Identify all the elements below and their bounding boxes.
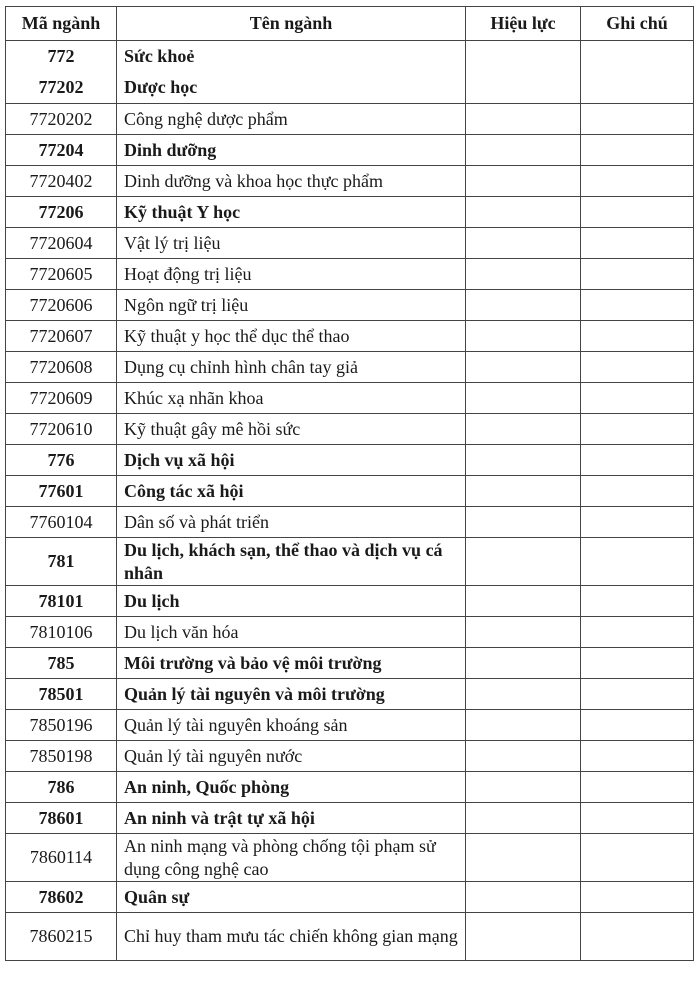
- row-code: 78602: [6, 882, 117, 913]
- row-validity: [466, 352, 581, 383]
- table-row: [6, 538, 694, 586]
- row-code: 77206: [6, 197, 117, 228]
- table-row: [6, 290, 694, 321]
- row-note: [581, 228, 694, 259]
- row-code: 7720610: [6, 414, 117, 445]
- row-note: [581, 414, 694, 445]
- row-code: 786: [6, 772, 117, 803]
- row-validity: [466, 507, 581, 538]
- table-row: [6, 228, 694, 259]
- row-name: Kỹ thuật gây mê hồi sức: [117, 414, 466, 445]
- row-validity: [466, 834, 581, 882]
- row-validity: [466, 913, 581, 961]
- row-name: Môi trường và bảo vệ môi trường: [117, 648, 466, 679]
- row-note: [581, 507, 694, 538]
- row-validity: [466, 772, 581, 803]
- row-name: Dược học: [117, 72, 466, 104]
- row-note: [581, 383, 694, 414]
- table-row: [6, 679, 694, 710]
- row-validity: [466, 476, 581, 507]
- table-row: [6, 648, 694, 679]
- header-validity: Hiệu lực: [466, 7, 581, 41]
- table-row: [6, 834, 694, 882]
- row-note: [581, 538, 694, 586]
- row-code: 781: [6, 538, 117, 586]
- table-row: [6, 383, 694, 414]
- table-row: [6, 104, 694, 135]
- row-code: 772: [6, 41, 117, 73]
- header-row: [6, 7, 694, 41]
- row-name: Chỉ huy tham mưu tác chiến không gian mạng: [117, 913, 466, 961]
- row-validity: [466, 710, 581, 741]
- row-name: Quân sự: [117, 882, 466, 913]
- row-name: Quản lý tài nguyên nước: [117, 741, 466, 772]
- row-validity: [466, 290, 581, 321]
- row-name: Ngôn ngữ trị liệu: [117, 290, 466, 321]
- row-code: 77204: [6, 135, 117, 166]
- row-note: [581, 445, 694, 476]
- row-note: [581, 679, 694, 710]
- row-note: [581, 710, 694, 741]
- table-row: [6, 41, 694, 73]
- table-row: [6, 414, 694, 445]
- row-note: [581, 913, 694, 961]
- row-validity: [466, 41, 581, 104]
- row-name: Dân số và phát triển: [117, 507, 466, 538]
- row-code: 7810106: [6, 617, 117, 648]
- table-row: [6, 507, 694, 538]
- row-name: Vật lý trị liệu: [117, 228, 466, 259]
- row-name: Kỹ thuật y học thể dục thể thao: [117, 321, 466, 352]
- row-note: [581, 259, 694, 290]
- row-validity: [466, 679, 581, 710]
- table-row: [6, 710, 694, 741]
- table-row: [6, 197, 694, 228]
- header-name: Tên ngành: [117, 7, 466, 41]
- row-code: 7720606: [6, 290, 117, 321]
- row-name: Công nghệ dược phẩm: [117, 104, 466, 135]
- row-name: Du lịch, khách sạn, thể thao và dịch vụ cá nhân: [117, 538, 466, 586]
- row-code: 7720605: [6, 259, 117, 290]
- row-validity: [466, 414, 581, 445]
- row-note: [581, 290, 694, 321]
- row-code: 7720607: [6, 321, 117, 352]
- row-code: 7720609: [6, 383, 117, 414]
- row-code: 7860114: [6, 834, 117, 882]
- table-row: [6, 321, 694, 352]
- row-name: Dinh dưỡng: [117, 135, 466, 166]
- header-code: Mã ngành: [6, 7, 117, 41]
- row-code: 7860215: [6, 913, 117, 961]
- table-row: [6, 445, 694, 476]
- table-row: [6, 772, 694, 803]
- row-validity: [466, 197, 581, 228]
- row-code: 7850196: [6, 710, 117, 741]
- row-validity: [466, 882, 581, 913]
- header-note: Ghi chú: [581, 7, 694, 41]
- row-code: 78501: [6, 679, 117, 710]
- row-validity: [466, 321, 581, 352]
- row-validity: [466, 445, 581, 476]
- row-validity: [466, 741, 581, 772]
- row-code: 7720402: [6, 166, 117, 197]
- table-body: [6, 41, 694, 961]
- row-note: [581, 352, 694, 383]
- table-row: [6, 741, 694, 772]
- table-row: [6, 166, 694, 197]
- row-name: Dinh dưỡng và khoa học thực phẩm: [117, 166, 466, 197]
- row-code: 785: [6, 648, 117, 679]
- row-name: Hoạt động trị liệu: [117, 259, 466, 290]
- row-name: Công tác xã hội: [117, 476, 466, 507]
- row-note: [581, 41, 694, 104]
- row-name: Quản lý tài nguyên và môi trường: [117, 679, 466, 710]
- row-note: [581, 476, 694, 507]
- row-name: Du lịch văn hóa: [117, 617, 466, 648]
- table-header: [6, 7, 694, 41]
- table-row: [6, 476, 694, 507]
- row-note: [581, 803, 694, 834]
- row-code: 77202: [6, 72, 117, 104]
- row-code: 7850198: [6, 741, 117, 772]
- row-name: An ninh và trật tự xã hội: [117, 803, 466, 834]
- row-validity: [466, 166, 581, 197]
- row-code: 78101: [6, 586, 117, 617]
- row-code: 776: [6, 445, 117, 476]
- row-note: [581, 166, 694, 197]
- row-name: Du lịch: [117, 586, 466, 617]
- row-note: [581, 321, 694, 352]
- table-row: [6, 135, 694, 166]
- row-note: [581, 834, 694, 882]
- table-row: [6, 913, 694, 961]
- row-note: [581, 882, 694, 913]
- row-validity: [466, 648, 581, 679]
- row-code: 7720604: [6, 228, 117, 259]
- row-code: 7720202: [6, 104, 117, 135]
- training-codes-table: [5, 6, 694, 961]
- row-validity: [466, 803, 581, 834]
- row-name: An ninh mạng và phòng chống tội phạm sử dụng công nghệ cao: [117, 834, 466, 882]
- row-note: [581, 586, 694, 617]
- row-validity: [466, 538, 581, 586]
- row-note: [581, 617, 694, 648]
- table-row: [6, 586, 694, 617]
- row-validity: [466, 383, 581, 414]
- row-validity: [466, 586, 581, 617]
- table-row: [6, 803, 694, 834]
- row-name: Quản lý tài nguyên khoáng sản: [117, 710, 466, 741]
- table-row: [6, 352, 694, 383]
- row-name: Kỹ thuật Y học: [117, 197, 466, 228]
- table-row: [6, 882, 694, 913]
- row-code: 77601: [6, 476, 117, 507]
- row-code: 78601: [6, 803, 117, 834]
- row-note: [581, 197, 694, 228]
- row-note: [581, 772, 694, 803]
- row-name: Sức khoẻ: [117, 41, 466, 73]
- row-note: [581, 648, 694, 679]
- row-name: An ninh, Quốc phòng: [117, 772, 466, 803]
- row-name: Dịch vụ xã hội: [117, 445, 466, 476]
- row-validity: [466, 228, 581, 259]
- row-validity: [466, 135, 581, 166]
- row-name: Dụng cụ chỉnh hình chân tay giả: [117, 352, 466, 383]
- table-row: [6, 259, 694, 290]
- row-code: 7720608: [6, 352, 117, 383]
- row-note: [581, 741, 694, 772]
- row-validity: [466, 259, 581, 290]
- row-code: 7760104: [6, 507, 117, 538]
- row-validity: [466, 104, 581, 135]
- table-row: [6, 617, 694, 648]
- row-note: [581, 104, 694, 135]
- row-validity: [466, 617, 581, 648]
- row-name: Khúc xạ nhãn khoa: [117, 383, 466, 414]
- row-note: [581, 135, 694, 166]
